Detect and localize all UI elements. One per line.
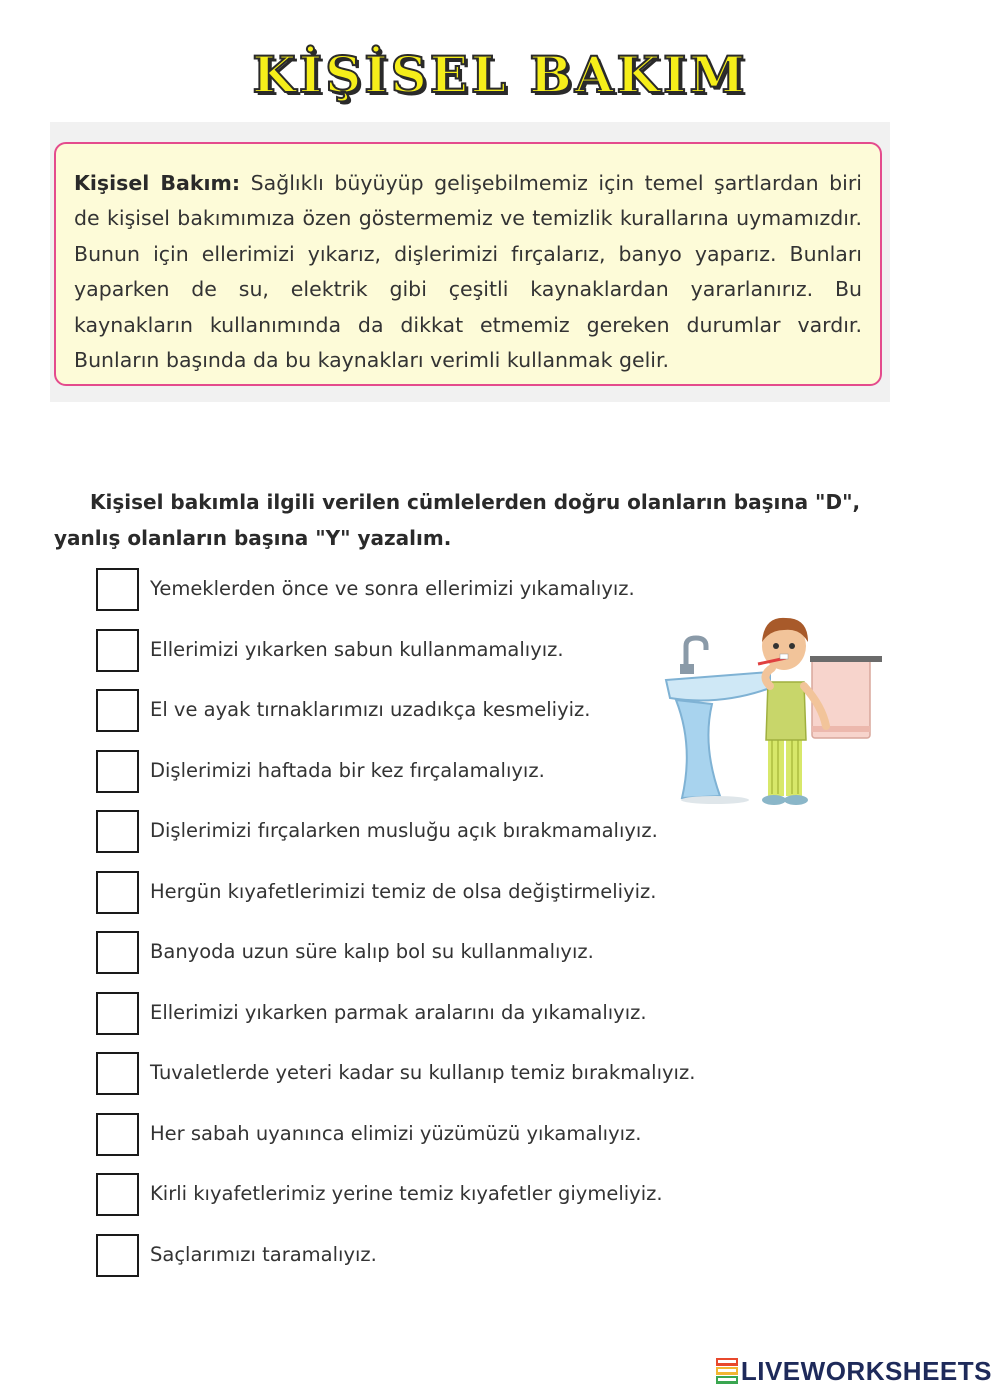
brand-name: LIVEWORKSHEETS <box>740 1355 992 1386</box>
statement-item <box>96 1052 796 1113</box>
statement-text: Saçlarımızı taramalıyız. <box>150 1242 377 1266</box>
answer-box[interactable] <box>96 1173 139 1216</box>
info-box <box>54 142 882 386</box>
answer-box[interactable] <box>96 931 139 974</box>
statement-text: El ve ayak tırnaklarımızı uzadıkça kesmeliyiz. <box>150 698 591 721</box>
answer-box[interactable] <box>96 992 139 1035</box>
answer-box[interactable] <box>96 750 139 793</box>
page-title: KİŞİSEL BAKIM <box>252 45 748 104</box>
answer-box[interactable] <box>96 1234 139 1277</box>
statement-text: Kirli kıyafetlerimiz yerine temiz kıyafetler giymeliyiz. <box>150 1182 663 1205</box>
statement-text: Ellerimizi yıkarken sabun kullanmamalıyız. <box>150 637 564 661</box>
statement-text: Hergün kıyafetlerimizi temiz de olsa değiştirmeliyiz. <box>150 879 657 903</box>
info-text: Sağlıklı büyüyüp gelişebilmemiz için temel şartlardan biri de kişisel bakımımıza özen göstermemiz ve temizlik kurallarına uymamızdır. Bunun için ellerimizi yıkarız, dişlerimizi fırçalarız, banyo yaparız. Bunları yaparken de su, elektrik gibi çeşitli kaynaklardan yararlanırız. Bu kaynakların kullanımında da dikkat etmemiz gereken durumlar vardır. Bunların başında da bu kaynakları verimli kullanmak gelir. <box>74 171 862 373</box>
answer-box[interactable] <box>96 689 139 732</box>
boy-brushing-teeth-icon <box>660 606 890 816</box>
statement-item <box>96 871 796 932</box>
statement-text: Dişlerimizi haftada bir kez fırçalamalıyız. <box>150 758 545 782</box>
info-section <box>50 122 890 402</box>
instruction-text: Kişisel bakımla ilgili verilen cümlelerden doğru olanların başına "D", yanlış olanların başına "Y" yazalım. <box>54 490 861 550</box>
statement-item <box>96 810 796 871</box>
statement-text: Tuvaletlerde yeteri kadar su kullanıp temiz bırakmalıyız. <box>150 1061 696 1084</box>
answer-box[interactable] <box>96 871 139 914</box>
liveworksheets-logo-icon <box>716 1358 738 1384</box>
statement-text: Her sabah uyanınca elimizi yüzümüzü yıkamalıyız. <box>150 1121 642 1145</box>
answer-box[interactable] <box>96 1113 139 1156</box>
statement-text: Yemeklerden önce ve sonra ellerimizi yıkamalıyız. <box>150 577 635 600</box>
liveworksheets-logo <box>716 1356 992 1386</box>
answer-box[interactable] <box>96 568 139 611</box>
answer-box[interactable] <box>96 1052 139 1095</box>
answer-box[interactable] <box>96 810 139 853</box>
statement-text: Dişlerimizi fırçalarken musluğu açık bırakmamalıyız. <box>150 819 658 842</box>
statement-text: Banyoda uzun süre kalıp bol su kullanmalıyız. <box>150 940 594 963</box>
answer-box[interactable] <box>96 629 139 672</box>
statement-item <box>96 1173 796 1234</box>
statement-text: Ellerimizi yıkarken parmak aralarını da yıkamalıyız. <box>150 1000 647 1024</box>
statement-item <box>96 931 796 992</box>
statement-item <box>96 1234 796 1295</box>
statement-item <box>96 1113 796 1174</box>
statement-item <box>96 992 796 1053</box>
info-term: Kişisel Bakım: <box>74 171 241 195</box>
